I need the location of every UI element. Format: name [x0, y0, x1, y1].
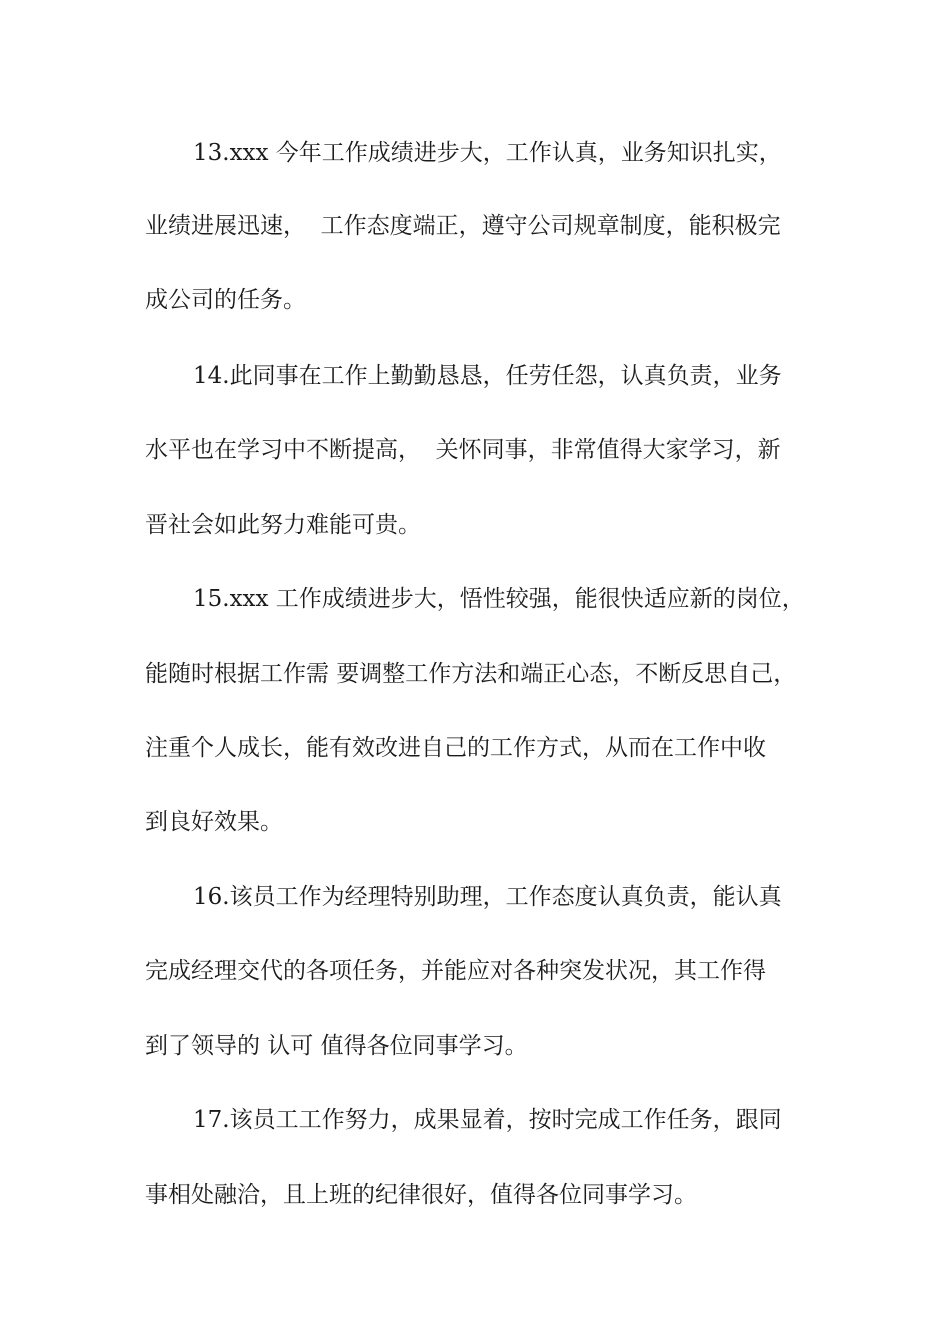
paragraph-15-line-4: 到良好效果。 — [145, 809, 283, 835]
paragraph-13-line-2: 业绩进展迅速， 工作态度端正，遵守公司规章制度，能积极完 — [145, 213, 781, 239]
paragraph-15-line-1: 15.xxx 工作成绩进步大，悟性较强，能很快适应新的岗位， — [193, 586, 805, 612]
paragraph-16-line-2: 完成经理交代的各项任务，并能应对各种突发状况，其工作得 — [145, 958, 766, 984]
paragraph-14-line-3: 晋社会如此努力难能可贵。 — [145, 512, 421, 538]
paragraph-16-line-3: 到了领导的 认可 值得各位同事学习。 — [145, 1033, 528, 1059]
paragraph-15-line-3: 注重个人成长，能有效改进自己的工作方式，从而在工作中收 — [145, 735, 766, 761]
paragraph-17-line-2: 事相处融洽，且上班的纪律很好，值得各位同事学习。 — [145, 1182, 697, 1208]
paragraph-15-line-2: 能随时根据工作需 要调整工作方法和端正心态，不断反思自己， — [145, 661, 797, 687]
paragraph-13-line-1: 13.xxx 今年工作成绩进步大，工作认真，业务知识扎实， — [193, 140, 782, 166]
paragraph-16-line-1: 16.该员工作为经理特别助理，工作态度认真负责，能认真 — [193, 884, 782, 910]
paragraph-14-line-2: 水平也在学习中不断提高， 关怀同事，非常值得大家学习，新 — [145, 437, 781, 463]
paragraph-13-line-3: 成公司的任务。 — [145, 287, 306, 313]
paragraph-14-line-1: 14.此同事在工作上勤勤恳恳，任劳任怨，认真负责，业务 — [193, 363, 782, 389]
paragraph-17-line-1: 17.该员工工作努力，成果显着，按时完成工作任务，跟同 — [193, 1107, 782, 1133]
